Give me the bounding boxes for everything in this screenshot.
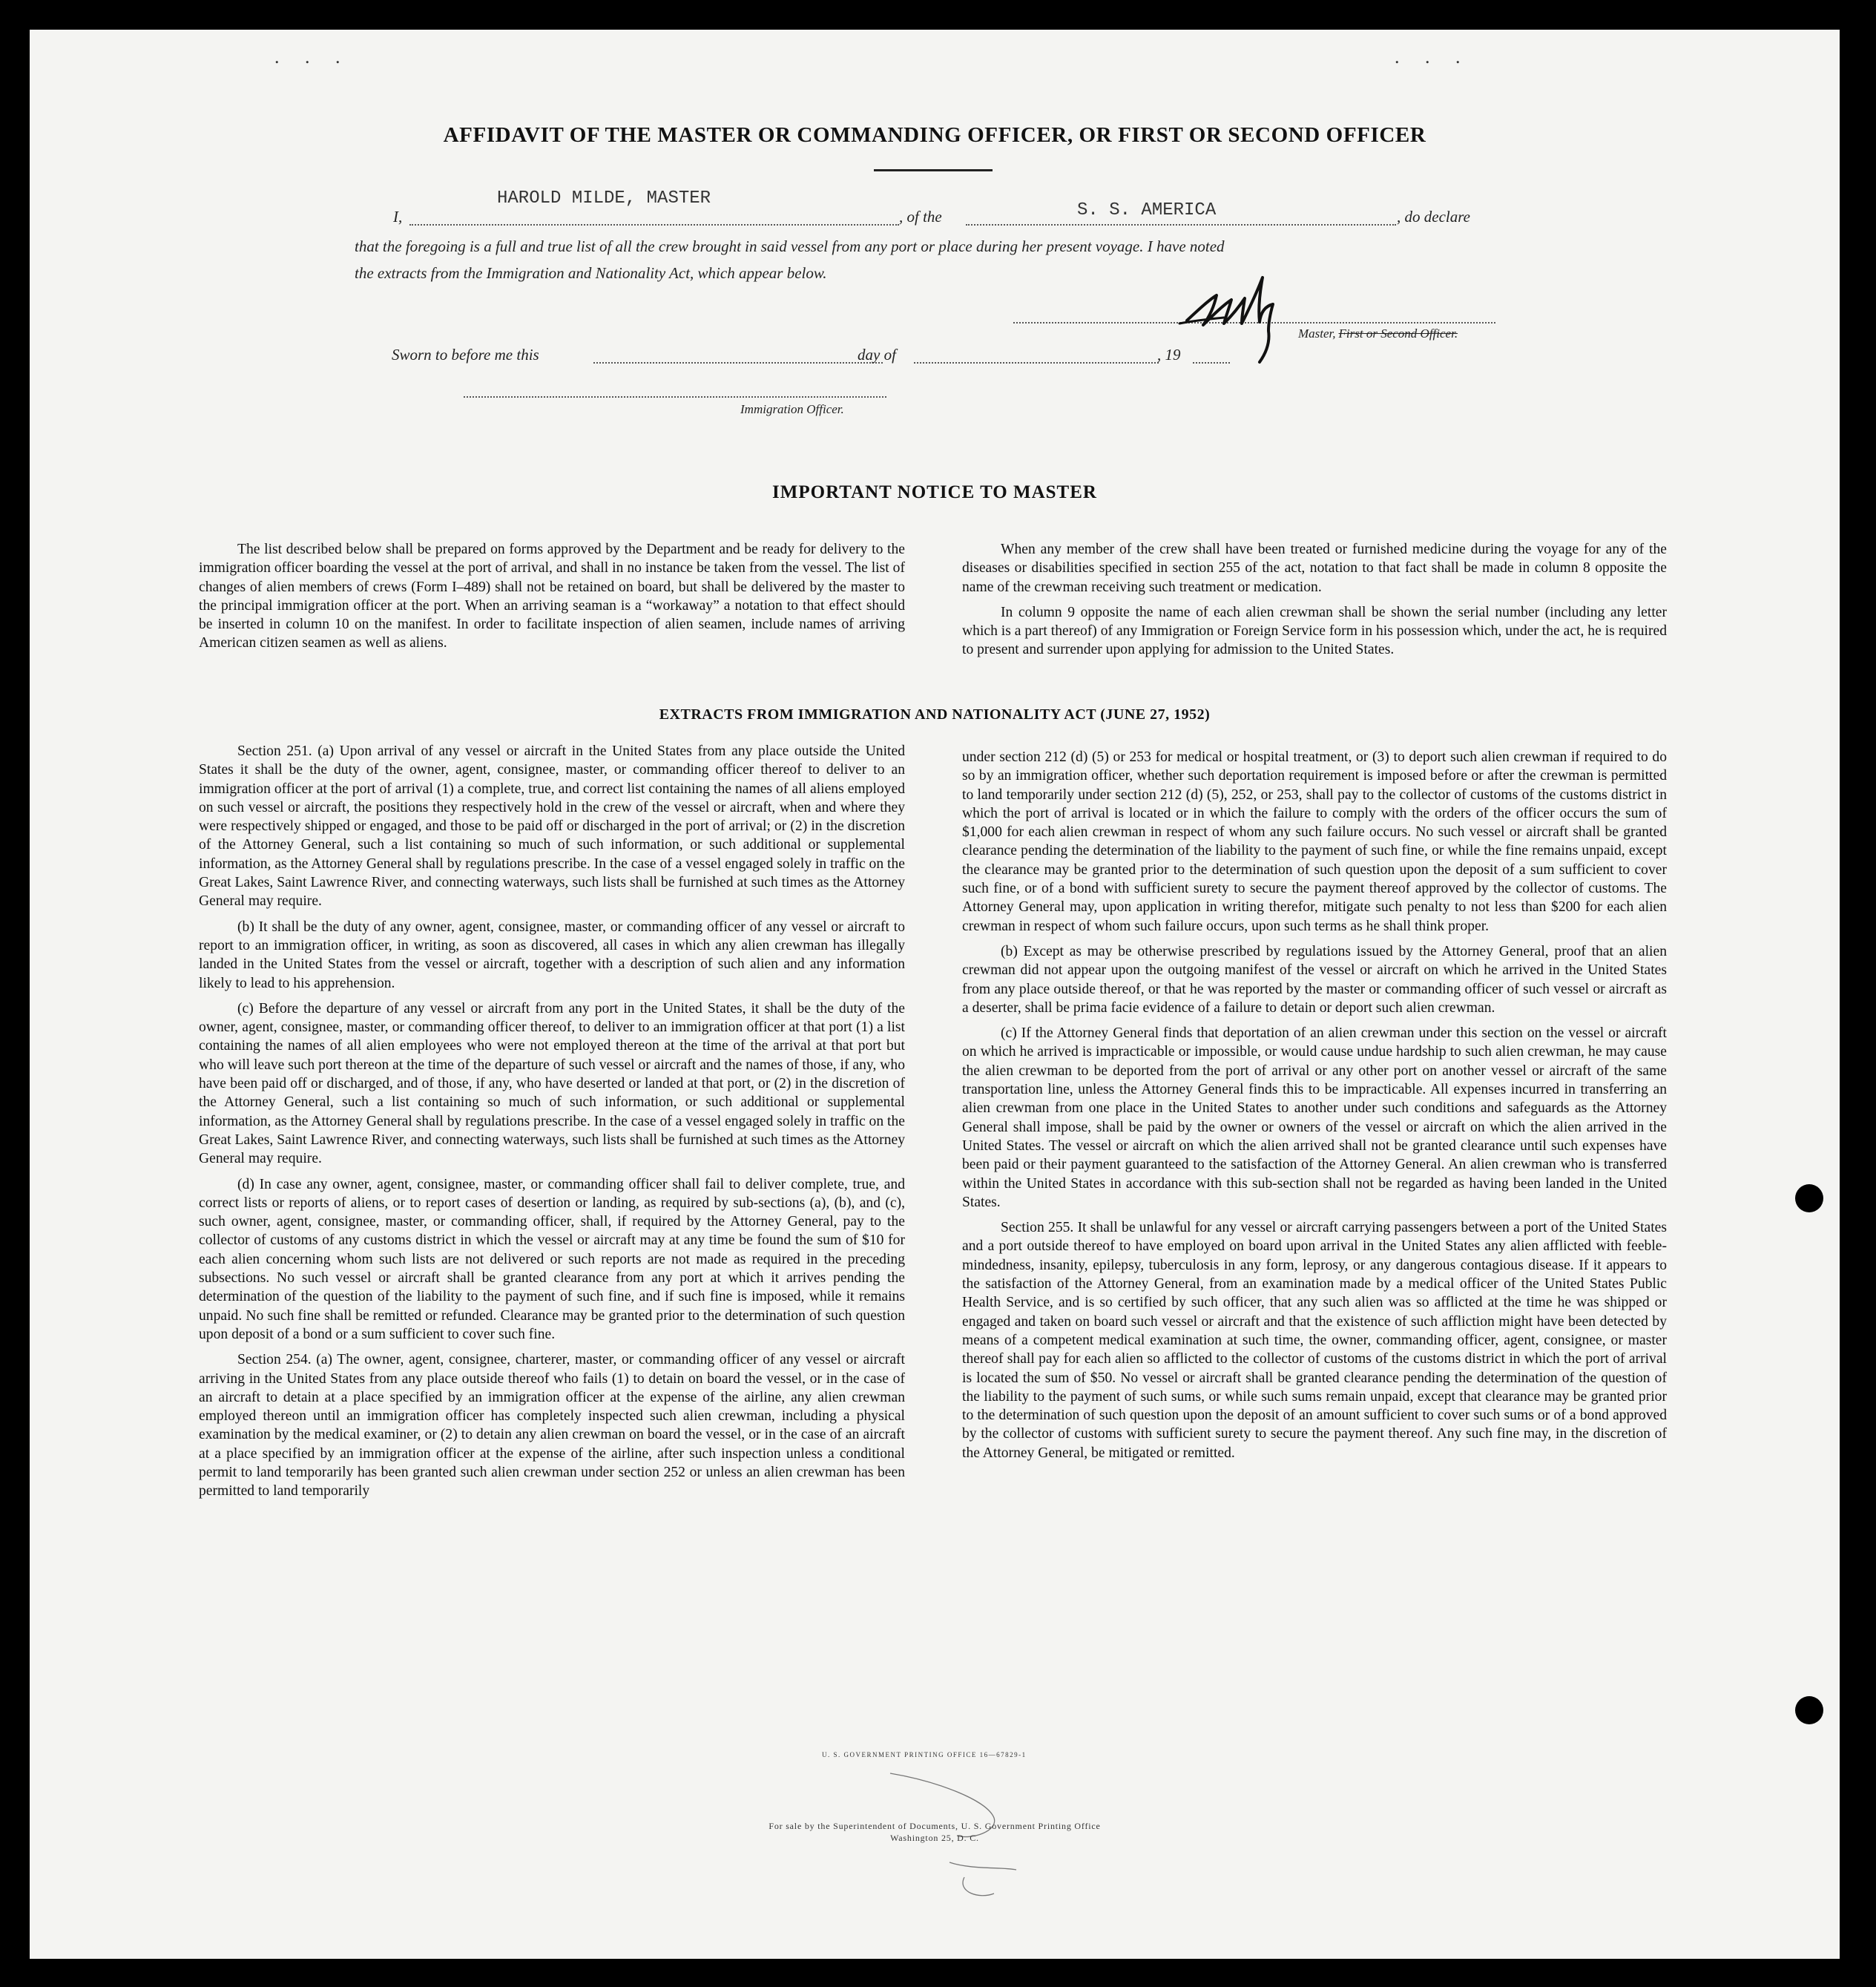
section-254b: (b) Except as may be otherwise prescribed by regulations issued by the Attorney General, proof that an alien crewman did not appear upon the outgoing manifest of the vessel or aircraft on which he arrived in the United States from any place outside thereof, or that he was reported by the master or commanding officer of such vessel or aircraft as a deserter, shall be prima facie evidence of a failure to detain or deport such alien crewman. xyxy=(962,943,1667,1016)
notice-title: IMPORTANT NOTICE TO MASTER xyxy=(772,482,1097,502)
sale-line-2: Washington 25, D. C. xyxy=(890,1833,979,1843)
notice-right-paragraph-2: In column 9 opposite the name of each alien crewman shall be shown the serial number (including any letter which is a part thereof) of any Immigration or Foreign Service form in his possession which, under the act, he is required to present and surrender upon applying for admission to the United States. xyxy=(962,604,1667,658)
officer-line xyxy=(464,396,886,398)
signature-icon xyxy=(1165,267,1291,371)
day-of-label: day of xyxy=(858,346,896,364)
do-declare-label: , do declare xyxy=(1397,208,1470,226)
year-label: , 19 xyxy=(1157,346,1181,364)
printing-office-line: U. S. GOVERNMENT PRINTING OFFICE 16—67829-1 xyxy=(822,1751,1027,1758)
of-the-label: , of the xyxy=(899,208,942,226)
notice-right-column xyxy=(962,540,1667,666)
i-label: I, xyxy=(393,208,403,226)
sworn-label: Sworn to before me this xyxy=(392,346,539,364)
vessel-line xyxy=(966,224,1396,226)
sworn-month-line xyxy=(914,362,1159,364)
document-page xyxy=(30,30,1840,1959)
section-254a-continued: under section 212 (d) (5) or 253 for medical or hospital treatment, or (3) to deport such alien crewman if required to do so by an immigration officer, whether such deportation requirement is imposed before or after the crewman is permitted to land temporarily under section 212 (d) (5), 252, or 253, shall pay to the collector of customs of the customs district in which the port of arrival is located or in which the failure to comply with the orders of the officer occurs the sum of $1,000 for each alien crewman in respect of whom any such failure occurs. No such vessel or aircraft shall be granted clearance pending the determination of the liability to the payment of such fine, or while the fine remains unpaid, except the clearance may be granted prior to the determination of such question upon the deposit of a sum sufficient to cover such fine, or of a bond with sufficient surety to secure the payment thereof approved by the collector of customs. The Attorney General may, upon application in writing therefor, mitigate such penalty to not less than $200 for each alien crewman in respect of whom such failure occurs, upon such terms as he shall think proper. xyxy=(962,749,1667,934)
notice-right-paragraph-1: When any member of the crew shall have been treated or furnished medicine during the voyage for any of the diseases or disabilities specified in section 255 of the act, notation to that fact shall be made in column 8 opposite the name of the crewman receiving such treatment or medication. xyxy=(962,542,1667,595)
punch-hole-icon xyxy=(1795,1184,1823,1212)
year-line xyxy=(1193,362,1230,364)
struck-officer-caption: First or Second Officer. xyxy=(1338,326,1458,341)
section-251b: (b) It shall be the duty of any owner, agent, consignee, master, or commanding officer of any vessel or aircraft to report to an immigration officer, in writing, as soon as discovered, all cases in which any alien crewman has illegally landed in the United States from the vessel or aircraft, together with a description of such alien and any information likely to lead to his apprehension. xyxy=(199,919,905,991)
extracts-title: EXTRACTS FROM IMMIGRATION AND NATIONALITY ACT (JUNE 27, 1952) xyxy=(659,706,1211,723)
section-255: Section 255. It shall be unlawful for any vessel or aircraft carrying passengers between a port of the United States and a port outside thereof to have employed on board upon arrival in the United States any alien afflicted with feeble-mindedness, insanity, epilepsy, tuberculosis in any form, leprosy, or any dangerous contagious disease. If it appears to the satisfaction of the Attorney General, from an examination made by a medical officer of the United States Public Health Service, and is so certified by such officer, that any such alien was so afflicted at the time he was shipped or engaged and taken on board such vessel or aircraft and that the existence of such affliction might have been detected by means of a competent medical examination at such time, the owner, commanding officer, agent, consignee, or master thereof shall pay for each alien so afflicted to the collector of customs of the customs district in which the port of arrival is located the sum of $50. No vessel or aircraft shall be granted clearance pending the determination of the question of the liability to the payment of such sums, or while such sums remain unpaid, except that clearance may be granted prior to the determination of such question upon the deposit of an amount sufficient to cover such sums or of a bond approved by the collector of customs with sufficient surety to secure the payment thereof. Any such fine may, in the discretion of the Attorney General, be mitigated or remitted. xyxy=(962,1220,1667,1461)
officer-caption: Immigration Officer. xyxy=(740,402,844,416)
extracts-left-column xyxy=(199,742,905,1508)
section-254c: (c) If the Attorney General finds that deportation of an alien crewman under this section on the vessel or aircraft on which he arrived is impracticable or impossible, or would cause undue hardship to such alien crewman, he may cause the alien crewman to be deported from the port of arrival or any other port on another vessel or aircraft of the same transportation line, unless the Attorney General finds this to be impracticable. All expenses incurred in transferring an alien crewman from one place in the United States to another under such conditions and safeguards as the Attorney General shall impose, shall be paid by the owner or owners of the vessel or aircraft on which the alien arrived in the United States. The vessel or aircraft on which the alien arrived shall not be granted clearance until such expenses have been paid or their payment guaranteed to the satisfaction of the Attorney General. An alien crewman who is transferred within the United States in accordance with this sub-section shall not be regarded as having been landed in the United States. xyxy=(962,1025,1667,1210)
section-251a: Section 251. (a) Upon arrival of any vessel or aircraft in the United States from any place outside the United States it shall be the duty of the owner, agent, consignee, master, or commanding officer thereof to deliver to an immigration officer at the port of arrival (1) a complete, true, and correct list containing the names of all aliens employed on such vessel or aircraft, the positions they respectively hold in the crew of the vessel or aircraft, when and where they were respectively shipped or engaged, and those to be paid off or discharged in the port of arrival; or (2) in the discretion of the Attorney General, such a list containing so much of such information, or such additional or supplemental information, as the Attorney General shall by regulations prescribe. In the case of a vessel engaged solely in traffic on the Great Lakes, Saint Lawrence River, and connecting waterways, such lists shall be furnished at such times as the Attorney General may require. xyxy=(199,743,905,910)
name-line xyxy=(409,224,899,226)
vessel-name: S. S. AMERICA xyxy=(1077,200,1217,220)
punch-hole-icon xyxy=(1795,1696,1823,1724)
corner-marks-left: . . . xyxy=(274,46,351,68)
section-251c: (c) Before the departure of any vessel or aircraft from any port in the United States, it shall be the duty of the owner, agent, consignee, master, or commanding officer thereof, to deliver to an immigration officer at that port (1) a list containing the names of all alien employees who were not employed thereon at the time of the arrival at that port but who will leave such port thereon at the time of the departure of such vessel or aircraft and the names of those, if any, who have been paid off or discharged, and of those, if any, who have deserted or landed at that port, or (2) in the discretion of the Attorney General, such a list containing so much of such information, or such additional or supplemental information, as the Attorney General shall by regulations prescribe. In the case of a vessel engaged solely in traffic on the Great Lakes, Saint Lawrence River, and connecting waterways, such lists shall be furnished at such times as the Attorney General may require. xyxy=(199,1000,905,1167)
master-caption: Master, xyxy=(1298,326,1336,341)
section-254a: Section 254. (a) The owner, agent, consignee, charterer, master, or commanding officer of any vessel or aircraft arriving in the United States from any place outside thereof who fails (1) to detain on board the vessel, or in the case of an aircraft to detain at a place specified by an immigration officer at the expense of the airline, any alien crewman employed thereon until an immigration officer has completely inspected such alien crewman, including a physical examination by the medical examiner, or (2) to detain any alien crewman on board the vessel, or in the case of an aircraft at a place specified by an immigration officer at the expense of the airline, after such inspection unless a conditional permit to land temporarily has been granted such alien crewman under section 252 or unless an alien crewman has been permitted to land temporarily xyxy=(199,1352,905,1500)
extracts-right-column xyxy=(962,748,1667,1469)
sworn-day-line xyxy=(593,362,883,364)
statement-line-1: that the foregoing is a full and true list of all the crew brought in said vessel from any port or place during her present voyage. I have noted xyxy=(355,237,1225,255)
title-rule xyxy=(874,169,993,171)
notice-left-paragraph: The list described below shall be prepared on forms approved by the Department and be ready for delivery to the immigration officer boarding the vessel at the port of arrival, and shall in no instance be taken from the vessel. The list of changes of alien members of crews (Form I–489) shall not be retained on board, but shall be delivered by the master to the principal immigration officer at the port. When an arriving seaman is a “workaway” a notation to that effect should be inserted in column 10 on the manifest. In order to facilitate inspection of alien seamen, include names of arriving American citizen seamen as well as aliens. xyxy=(199,542,905,651)
signature-caption xyxy=(1298,326,1458,341)
section-251d: (d) In case any owner, agent, consignee, master, or commanding officer shall fail to deliver complete, true, and correct lists or reports of aliens, or to report cases of desertion or landing, as required by sub-sections (a), (b), and (c), such owner, agent, consignee, master, or commanding officer, shall, if required by the Attorney General, pay to the collector of customs of any customs district in which the vessel or aircraft may at any time be found the sum of $10 for each alien concerning whom such lists are not delivered or such reports are not made as required in the preceding subsections. No such vessel or aircraft shall be granted clearance from any port at which it arrives pending the determination of the question of the liability to the payment of such fine, and if such fine is imposed, while it remains unpaid. No such fine shall be remitted or refunded. Clearance may be granted prior to the determination of such question upon deposit of a bond or a sum sufficient to cover such fine. xyxy=(199,1176,905,1342)
affidavit-title: AFFIDAVIT OF THE MASTER OR COMMANDING OFFICER, OR FIRST OR SECOND OFFICER xyxy=(443,123,1426,147)
sale-line-1: For sale by the Superintendent of Documents, U. S. Government Printing Office xyxy=(768,1821,1101,1831)
master-name: HAROLD MILDE, MASTER xyxy=(497,188,711,208)
corner-marks-right: . . . xyxy=(1395,46,1471,68)
notice-left-column xyxy=(199,540,905,660)
statement-line-2: the extracts from the Immigration and Nationality Act, which appear below. xyxy=(355,264,827,282)
